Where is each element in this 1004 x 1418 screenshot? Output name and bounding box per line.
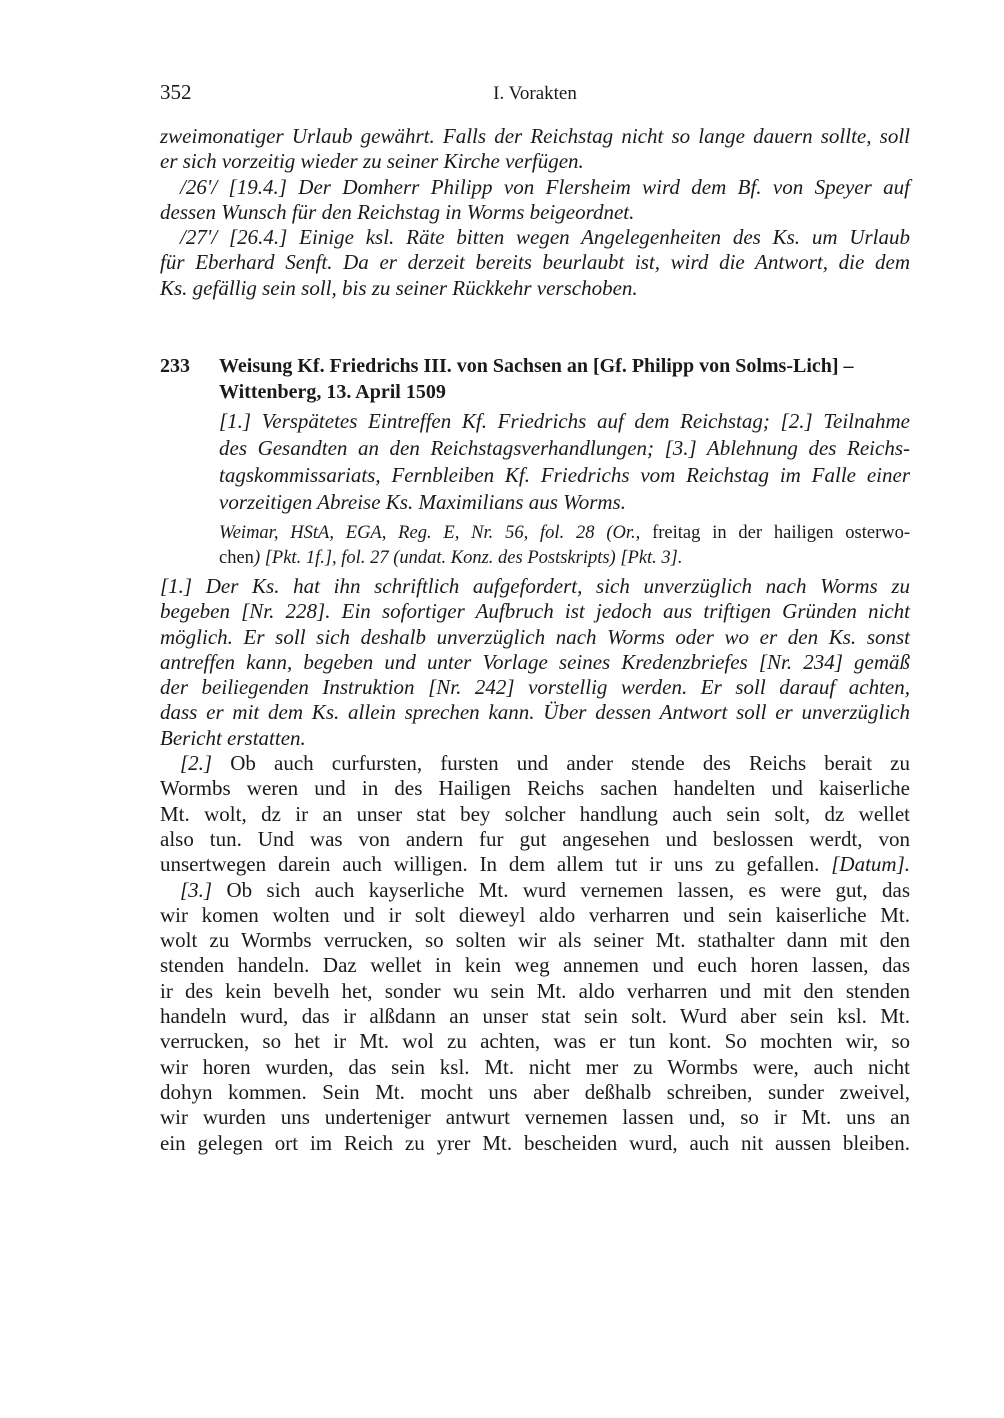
running-title: I. Vorakten — [493, 83, 577, 104]
italic-text: begeben [Nr. 228]. Ein sofortiger Aufbruch ist jedoch aus triftigen Gründen nicht — [160, 599, 910, 624]
text-line — [160, 675, 910, 700]
italic-text: zweimonatiger Urlaub gewährt. Falls der Reichstag nicht so lange dauern sollte, soll — [160, 124, 910, 148]
text-line — [160, 574, 910, 599]
text-line — [160, 1131, 910, 1156]
text-line — [160, 250, 910, 275]
roman-text: freitag in der hailigen osterwo- — [652, 523, 911, 543]
roman-text: wir wurden uns underteniger antwurt vernemen lassen und, so ir Mt. uns an — [160, 1105, 910, 1130]
text-line — [160, 903, 910, 928]
italic-text: er sich vorzeitig wieder zu seiner Kirche verfügen. — [160, 149, 584, 174]
text-line — [160, 1080, 910, 1105]
italic-text: antreffen kann, begeben und unter Vorlage seines Kredenzbriefes [Nr. 234] gemäß — [160, 649, 910, 674]
text-line — [160, 878, 910, 903]
roman-text: wir komen wolten und ir solt dieweyl aldo verharren und sein kaiserliche Mt. — [160, 902, 910, 927]
page-header — [160, 80, 910, 106]
italic-text: [3.] — [180, 877, 213, 902]
roman-text: Ob sich auch kayserliche Mt. wurd vernemen lassen, es were gut, das — [212, 877, 910, 902]
italic-text: [1.] Der Ks. hat ihn schriftlich aufgefordert, sich unverzüglich nach Worms zu — [160, 574, 910, 598]
preceding-entry-text — [160, 124, 910, 301]
italic-text: [Datum]. — [831, 852, 910, 877]
source-citation — [219, 521, 910, 571]
italic-text: vorzeitigen Abreise Ks. Maximilians aus Worms. — [219, 490, 626, 514]
text-line — [219, 462, 910, 489]
italic-text: /27'/ [26.4.] Einige ksl. Räte bitten wegen Angelegenheiten des Ks. um Urlaub — [180, 225, 910, 250]
roman-text: verrucken, so het ir Mt. wol zu achten, was er tun kont. So mochten wir, so — [160, 1029, 910, 1054]
text-line — [219, 546, 910, 571]
text-line — [160, 625, 910, 650]
roman-text: also tun. Und was von andern fur gut angesehen und beslossen werdt, von — [160, 826, 910, 851]
text-line — [160, 175, 910, 200]
italic-text: ) [Pkt. 1f.], fol. 27 (undat. Konz. des Postskripts) [Pkt. 3]. — [253, 548, 683, 568]
italic-text: [1.] Verspätetes Eintreffen Kf. Friedrichs auf dem Reichstag; [2.] Teilnahme — [219, 409, 910, 433]
roman-text: wir horen wurden, das sein ksl. Mt. nicht mer zu Wormbs were, auch nicht — [160, 1054, 910, 1079]
text-line — [160, 225, 910, 250]
text-line — [160, 276, 910, 301]
entry-title-line: Wittenberg, 13. April 1509 — [219, 381, 446, 403]
text-line — [160, 700, 910, 725]
italic-text: dessen Wunsch für den Reichstag in Worms beigeordnet. — [160, 199, 635, 224]
text-line — [219, 521, 910, 546]
text-line — [160, 852, 910, 877]
entry-title-line: Weisung Kf. Friedrichs III. von Sachsen an [Gf. Philipp von Solms-Lich] – — [219, 355, 854, 377]
text-line — [160, 1004, 910, 1029]
text-line — [160, 928, 910, 953]
roman-text: stenden handeln. Daz wellet in kein weg annemen und euch horen lassen, das — [160, 953, 910, 978]
entry-body-text — [160, 574, 910, 1156]
italic-text: Ks. gefällig sein soll, bis zu seiner Rückkehr verschoben. — [160, 275, 638, 300]
text-line — [160, 149, 910, 174]
roman-text: ir des kein bevelh het, sonder wu sein Mt. aldo verharren und mit den stenden — [160, 978, 910, 1003]
roman-text: chen — [219, 548, 254, 568]
text-line — [160, 1029, 910, 1054]
roman-text: handeln wurd, das ir alßdann an unser stat sein solt. Wurd aber sein ksl. Mt. — [160, 1004, 910, 1029]
italic-text: für Eberhard Senft. Da er derzeit bereits beurlaubt ist, wird die Antwort, die dem — [160, 250, 910, 275]
italic-text: /26'/ [19.4.] Der Domherr Philipp von Flersheim wird dem Bf. von Speyer auf — [180, 174, 910, 199]
roman-text: Ob auch curfursten, fursten und ander stende des Reichs berait zu — [212, 751, 910, 776]
italic-text: dass er mit dem Ks. allein sprechen kann. Über dessen Antwort soll er unverzüglich — [160, 700, 910, 725]
text-line — [160, 726, 910, 751]
text-line — [160, 776, 910, 801]
text-line — [160, 953, 910, 978]
text-line — [160, 827, 910, 852]
text-line — [160, 124, 910, 149]
text-line — [219, 489, 910, 516]
entry-summary — [219, 408, 910, 516]
italic-text: möglich. Er soll sich deshalb unverzüglich nach Worms oder wo er den Ks. sonst — [160, 624, 910, 649]
italic-text: Bericht erstatten. — [160, 725, 306, 750]
page-number: 352 — [160, 80, 192, 104]
roman-text: Wormbs weren und in des Hailigen Reichs sachen handelten und kaiserliche — [160, 776, 910, 801]
entry-number: 233 — [160, 355, 190, 377]
roman-text: wolt zu Wormbs verrucken, so solten wir als seiner Mt. stathalter dann mit den — [160, 928, 910, 953]
text-line — [160, 599, 910, 624]
text-line — [160, 802, 910, 827]
italic-text: [2.] — [180, 751, 213, 776]
roman-text: Mt. wolt, dz ir an unser stat bey solcher handlung auch sein solt, dz wellet — [160, 801, 910, 826]
entry-heading — [160, 353, 910, 405]
text-line — [160, 979, 910, 1004]
italic-text: tagskommissariats, Fernbleiben Kf. Friedrichs vom Reichstag im Falle einer — [219, 463, 910, 487]
text-line — [160, 751, 910, 776]
roman-text: ein gelegen ort im Reich zu yrer Mt. bescheiden wurd, auch nit aussen bleiben. — [160, 1130, 910, 1155]
text-line — [160, 650, 910, 675]
italic-text: Weimar, HStA, EGA, Reg. E, Nr. 56, fol. 28 (Or., — [219, 523, 653, 543]
text-line — [160, 1055, 910, 1080]
italic-text: der beiliegenden Instruktion [Nr. 242] vorstellig werden. Er soll darauf achten, — [160, 675, 910, 700]
roman-text: unsertwegen darein auch willigen. In dem allem tut ir uns zu gefallen. — [160, 852, 832, 877]
text-line — [160, 200, 910, 225]
text-line — [219, 435, 910, 462]
text-line — [160, 1105, 910, 1130]
italic-text: des Gesandten an den Reichstagsverhandlungen; [3.] Ablehnung des Reichs- — [219, 436, 910, 460]
roman-text: dohyn kommen. Sein Mt. mocht uns aber deßhalb schreiben, sunder zweivel, — [160, 1079, 910, 1104]
text-line — [219, 408, 910, 435]
